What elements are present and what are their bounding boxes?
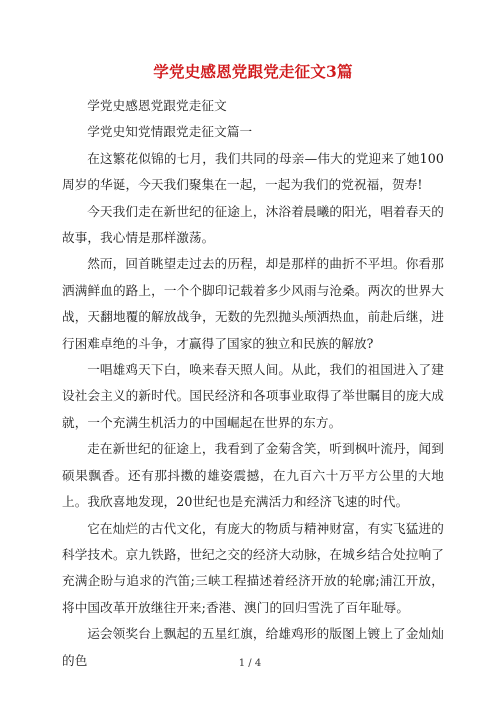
paragraph: 走在新世纪的征途上，我看到了金菊含笑，听到枫叶流丹，闻到硕果飘香。还有那抖擞的雄姿震撼，在九百六十万平方公里的大地上。我欣喜地发现，20世纪也是充满活力和经济飞速的时代。 bbox=[62, 441, 444, 510]
document-title: 学党史感恩党跟党走征文3篇 bbox=[153, 62, 353, 81]
paragraph: 今天我们走在新世纪的征途上，沐浴着晨曦的阳光，唱着春天的故事，我心情是那样激荡。 bbox=[62, 203, 444, 246]
paragraph: 运会领奖台上飘起的五星红旗，给雄鸡形的版图上镀上了金灿灿的色 bbox=[62, 626, 444, 668]
paragraph: 一唱雄鸡天下白，唤来春天照人间。从此，我们的祖国进入了建设社会主义的新时代。国民经济和各项事业取得了举世瞩目的庞大成就，一个充满生机活力的中国崛起在世界的东方。 bbox=[62, 362, 444, 430]
section-heading: 学党史知党情跟党走征文篇一 bbox=[87, 124, 253, 140]
paragraph: 它在灿烂的古代文化，有庞大的物质与精神财富，有实飞猛进的科学技术。京九铁路，世纪之交的经济大动脉，在城乡结合处拉响了充满企盼与追求的汽笛;三峡工程描述着经济开放的轮廓;浦江开放，将中国改革开放继往开来;香港、澳门的回归雪洗了百年耻辱。 bbox=[62, 520, 444, 615]
page-number: 1 / 4 bbox=[238, 658, 262, 669]
paragraph: 在这繁花似锦的七月，我们共同的母亲—伟大的党迎来了她100周岁的华诞，今天我们聚集在一起，一起为我们的党祝福，贺寿! bbox=[62, 150, 444, 193]
subtitle-line: 学党史感恩党跟党走征文 bbox=[87, 98, 227, 113]
paragraph: 然而，回首眺望走过去的历程，却是那样的曲折不平坦。你看那洒满鲜血的路上，一个个脚印记载着多少风雨与沧桑。两次的世界大战，天翻地覆的解放战争，无数的先烈抛头颅洒热血，前赴后继，进行困难卓绝的斗争，才赢得了国家的独立和民族的解放? bbox=[62, 256, 444, 351]
